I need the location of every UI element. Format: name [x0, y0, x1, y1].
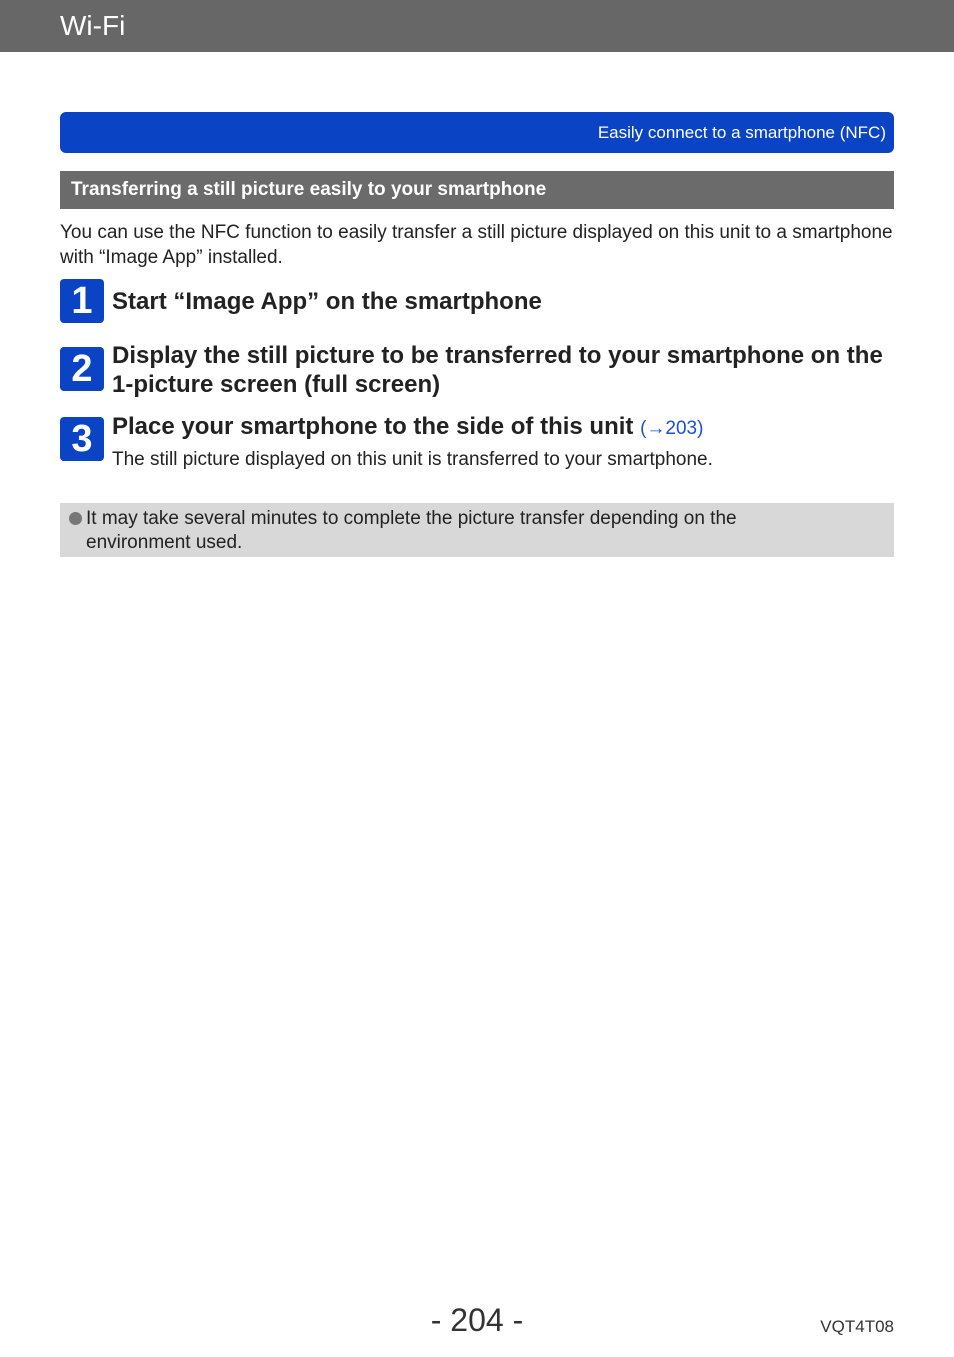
subsection-header: [60, 171, 894, 209]
page-reference-link[interactable]: (→203): [640, 418, 704, 439]
top-bar: [0, 0, 954, 52]
step-heading: [112, 412, 894, 443]
bullet-icon: [69, 512, 82, 525]
step-description: The still picture displayed on this unit is transferred to your smartphone.: [112, 449, 713, 470]
note-box: [60, 503, 894, 557]
section-title: Easily connect to a smartphone (NFC): [597, 123, 886, 142]
intro-paragraph: You can use the NFC function to easily transfer a still picture displayed on this unit to a smartphone with “Image App” installed.: [60, 222, 893, 268]
step-heading-text: Place your smartphone to the side of this unit: [112, 413, 634, 440]
step-heading: Start “Image App” on the smartphone: [112, 288, 542, 315]
step-number-badge: 1: [60, 279, 104, 323]
step-number-badge: 2: [60, 347, 104, 391]
page-number: - 204 -: [430, 1302, 524, 1338]
note-text: It may take several minutes to complete the picture transfer depending on the environment used.: [86, 508, 737, 553]
section-banner: [60, 112, 894, 153]
step-number-badge: 3: [60, 417, 104, 461]
subsection-title: Transferring a still picture easily to your smartphone: [71, 179, 547, 200]
document-code: VQT4T08: [820, 1317, 894, 1336]
step-heading: Display the still picture to be transferred to your smartphone on the 1-picture screen (full screen): [112, 342, 883, 398]
chapter-title: Wi-Fi: [60, 10, 126, 41]
